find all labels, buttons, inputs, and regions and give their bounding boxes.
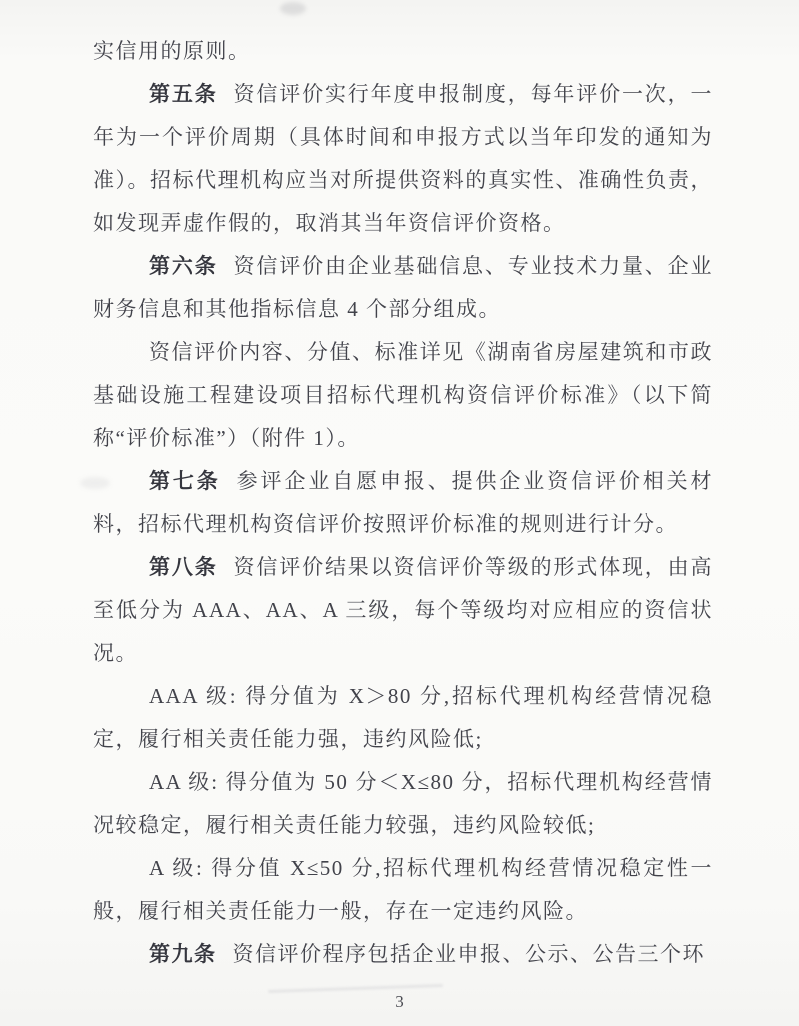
paragraph-text: 资信评价实行年度申报制度，每年评价一次，一年为一个评价周期（具体时间和申报方式以当年印发的通知为准）。招标代理机构应当对所提供资料的真实性、准确性负责，如发现弄虚作假的，取消其当年资信评价资格。	[93, 82, 714, 235]
paragraph-article-5	[93, 73, 713, 245]
paragraph-grade-aa	[93, 761, 713, 847]
article-label: 第九条	[149, 942, 217, 966]
paragraph-text: AA 级: 得分值为 50 分＜X≤80 分，招标代理机构经营情况较稳定，履行相关责任能力较强，违约风险较低;	[93, 770, 713, 837]
article-label: 第八条	[149, 555, 218, 579]
paragraph-text: 参评企业自愿申报、提供企业资信评价相关材料，招标代理机构资信评价按照评价标准的规则进行计分。	[93, 469, 714, 536]
paragraph-article-6	[93, 245, 713, 331]
article-label: 第七条	[149, 469, 221, 493]
paragraph-article-7	[93, 460, 713, 546]
scan-smudge-top	[280, 2, 306, 15]
paragraph-text: 资信评价内容、分值、标准详见《湖南省房屋建筑和市政基础设施工程建设项目招标代理机构资信评价标准》（以下简称“评价标准”）（附件 1）。	[93, 340, 713, 450]
document-body	[93, 30, 713, 976]
article-label: 第五条	[149, 82, 218, 106]
paragraph-article-8	[93, 546, 713, 675]
paragraph-text: AAA 级: 得分值为 X＞80 分,招标代理机构经营情况稳定，履行相关责任能力强，违约风险低;	[93, 684, 713, 751]
paragraph-grade-a	[93, 847, 713, 933]
paragraph-standard-reference	[93, 331, 713, 460]
paragraph-continuation	[93, 30, 713, 73]
page-number: 3	[395, 992, 404, 1011]
paragraph-article-9	[93, 933, 713, 976]
paragraph-grade-aaa	[93, 675, 713, 761]
paragraph-text: 资信评价结果以资信评价等级的形式体现，由高至低分为 AAA、AA、A 三级，每个等级均对应相应的资信状况。	[93, 555, 714, 665]
article-label: 第六条	[149, 254, 218, 278]
paragraph-text: A 级: 得分值 X≤50 分,招标代理机构经营情况稳定性一般，履行相关责任能力一般，存在一定违约风险。	[93, 856, 713, 923]
paragraph-text: 资信评价由企业基础信息、专业技术力量、企业财务信息和其他指标信息 4 个部分组成。	[93, 254, 714, 321]
paragraph-text: 实信用的原则。	[93, 39, 251, 63]
paragraph-text: 资信评价程序包括企业申报、公示、公告三个环	[232, 942, 705, 966]
